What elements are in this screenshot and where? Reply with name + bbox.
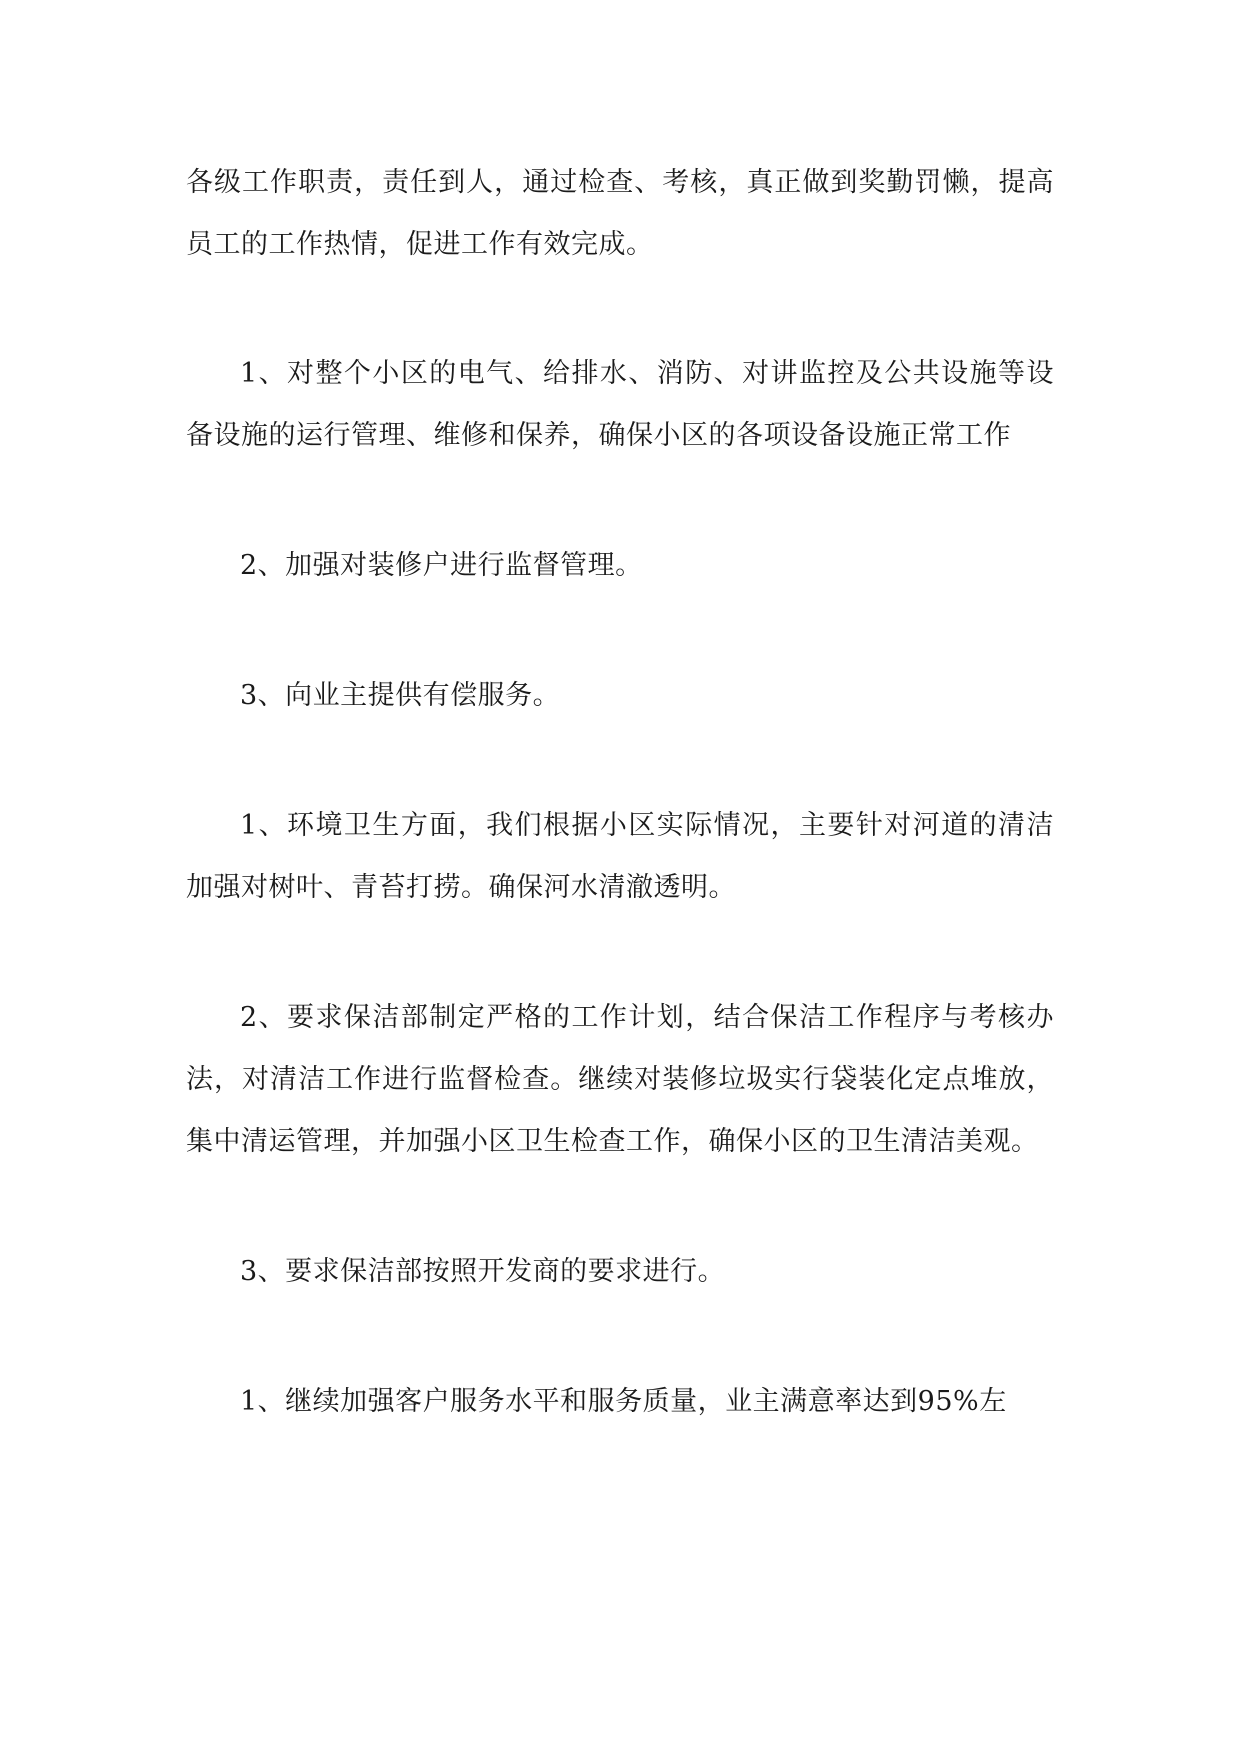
document-body [186,152,1054,1433]
paragraph-environment-hygiene: 1、环境卫生方面，我们根据小区实际情况，主要针对河道的清洁加强对树叶、青苔打捞。确保河水清澈透明。 [186,810,1054,903]
paragraph-developer-requirements: 3、要求保洁部按照开发商的要求进行。 [240,1256,726,1287]
paragraph-paid-services: 3、向业主提供有偿服务。 [240,680,561,711]
paragraph-continuation: 各级工作职责，责任到人，通过检查、考核，真正做到奖勤罚懒，提高员工的工作热情，促进工作有效完成。 [186,167,1054,260]
paragraph-equipment-maintenance: 1、对整个小区的电气、给排水、消防、对讲监控及公共设施等设备设施的运行管理、维修和保养，确保小区的各项设备设施正常工作 [186,358,1054,451]
paragraph-cleaning-plan: 2、要求保洁部制定严格的工作计划，结合保洁工作程序与考核办法，对清洁工作进行监督检查。继续对装修垃圾实行袋装化定点堆放，集中清运管理，并加强小区卫生检查工作，确保小区的卫生清洁美观。 [186,1002,1054,1157]
paragraph-renovation-supervision: 2、加强对装修户进行监督管理。 [240,550,643,581]
paragraph-customer-service: 1、继续加强客户服务水平和服务质量，业主满意率达到95%左 [240,1386,1007,1417]
